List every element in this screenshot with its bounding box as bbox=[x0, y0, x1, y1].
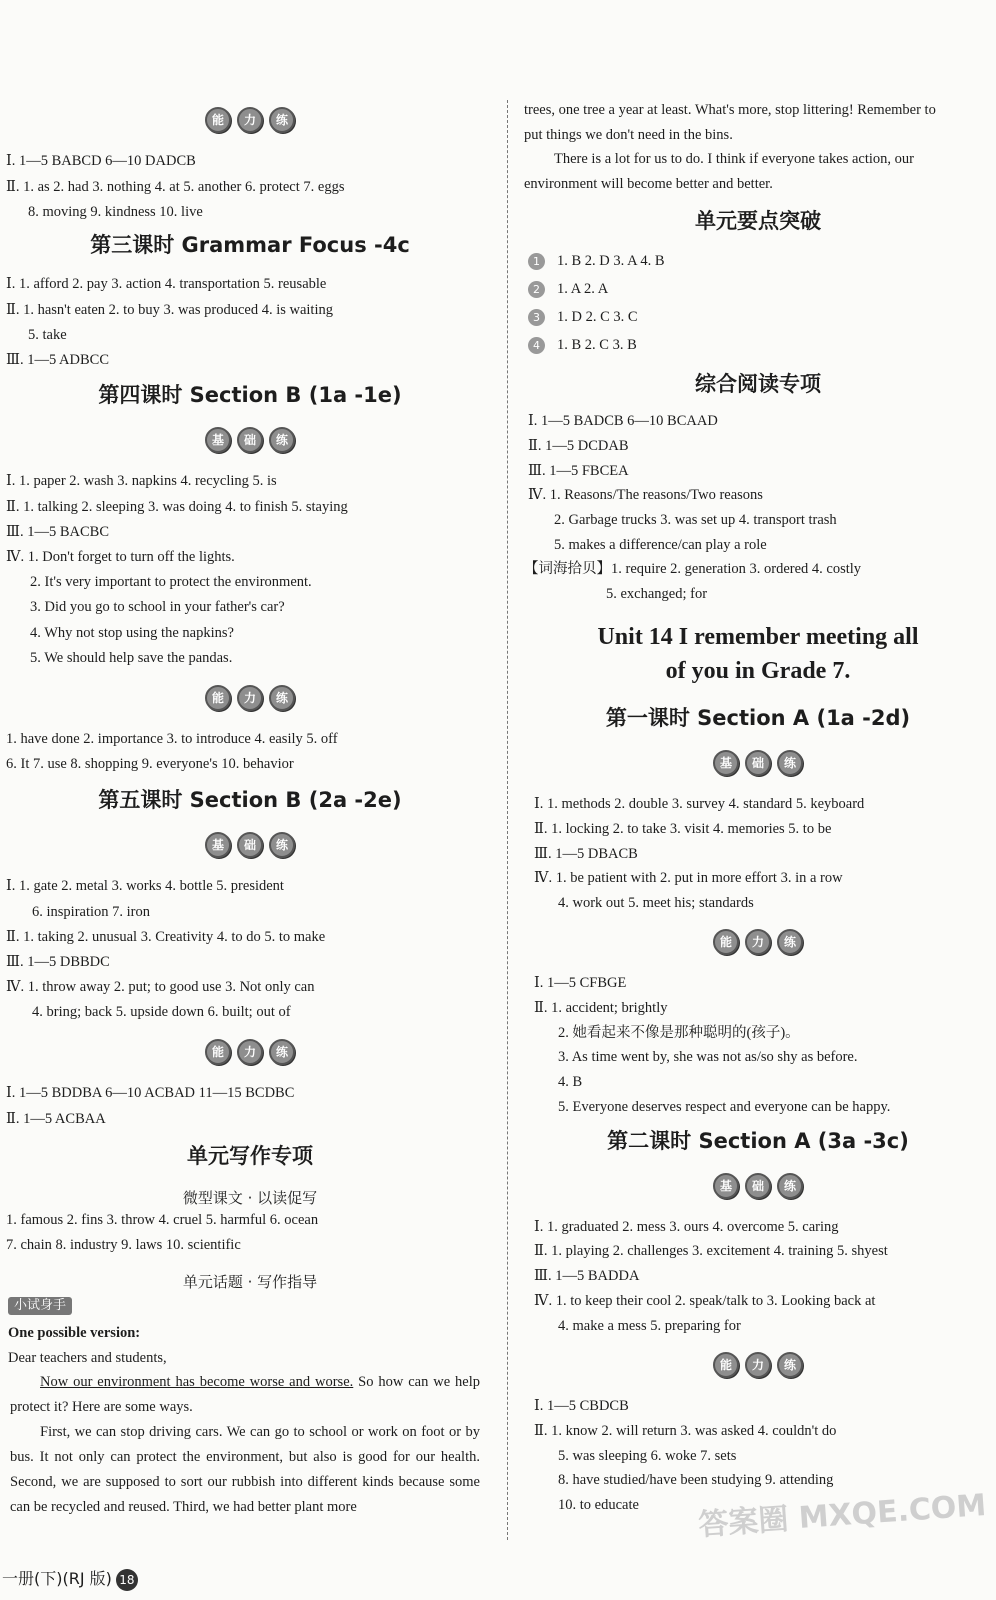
column-divider bbox=[507, 100, 508, 1540]
answer-line: Ⅱ. 1. as 2. had 3. nothing 4. at 5. another 6. protect 7. eggs bbox=[6, 179, 345, 195]
practice-tag: 小试身手 bbox=[8, 1297, 72, 1315]
essay-paragraph-2: First, we can stop driving cars. We can go to school or work on foot or by bus. It not only can protect the environment, but also is good for our health. Second, we are supposed to sort our rubbish into different kinds because some can be recycled and reused. Third, we had better plant more bbox=[10, 1424, 480, 1515]
version-label: One possible version: bbox=[8, 1325, 141, 1341]
section-heading: 单元要点突破 bbox=[695, 209, 821, 233]
answer-line: Ⅳ. 1. Reasons/The reasons/Two reasons bbox=[528, 487, 763, 503]
answer-line: Ⅳ. 1. Don't forget to turn off the lights. bbox=[6, 549, 235, 565]
letter-greeting: Dear teachers and students, bbox=[8, 1350, 167, 1366]
answer-line: 5. take bbox=[28, 327, 67, 343]
answer-line: 3. As time went by, she was not as/so shy as before. bbox=[558, 1049, 858, 1065]
essay-line: trees, one tree a year at least. What's more, stop littering! Remember to bbox=[524, 102, 936, 118]
answer-line: 10. to educate bbox=[558, 1497, 639, 1513]
ability-badge: 能 力 练 bbox=[520, 929, 996, 955]
key-point-line: 2 1. A 2. A bbox=[528, 279, 608, 299]
answer-line: 4. make a mess 5. preparing for bbox=[558, 1318, 741, 1334]
answer-line: Ⅰ. 1. afford 2. pay 3. action 4. transportation 5. reusable bbox=[6, 276, 327, 292]
answer-line: Ⅰ. 1. graduated 2. mess 3. ours 4. overcome 5. caring bbox=[534, 1219, 839, 1235]
subsection-heading: 单元话题 · 写作指导 bbox=[182, 1273, 318, 1291]
answer-line: 6. inspiration 7. iron bbox=[32, 904, 151, 920]
ability-badge: 能 力 练 bbox=[0, 107, 500, 133]
unit-title-line-2: of you in Grade 7. bbox=[665, 658, 851, 684]
answer-line: Ⅱ. 1. talking 2. sleeping 3. was doing 4. to finish 5. staying bbox=[6, 499, 348, 515]
answer-line: 2. 她看起来不像是那种聪明的(孩子)。 bbox=[558, 1025, 800, 1041]
answer-line: Ⅱ. 1. know 2. will return 3. was asked 4. couldn't do bbox=[534, 1423, 837, 1439]
answer-line: 1. have done 2. importance 3. to introduce 4. easily 5. off bbox=[6, 731, 338, 747]
answer-line: Ⅰ. 1. paper 2. wash 3. napkins 4. recycling 5. is bbox=[6, 473, 277, 489]
lesson-heading: 第四课时 Section B (1a -1e) bbox=[98, 383, 402, 407]
answer-line: 6. It 7. use 8. shopping 9. everyone's 10. behavior bbox=[6, 756, 294, 772]
answer-line: 2. Garbage trucks 3. was set up 4. transport trash bbox=[554, 512, 837, 528]
answer-line: 2. It's very important to protect the environment. bbox=[30, 574, 312, 590]
answer-line: Ⅳ. 1. be patient with 2. put in more effort 3. in a row bbox=[534, 870, 843, 886]
unit-title: Unit 14 I remember meeting all bbox=[597, 624, 919, 650]
answer-line: 4. B bbox=[558, 1074, 583, 1090]
basic-badge: 基 础 练 bbox=[0, 427, 500, 453]
answer-line: 8. have studied/have been studying 9. attending bbox=[558, 1472, 834, 1488]
answer-line: Ⅰ. 1—5 CBDCB bbox=[534, 1398, 629, 1414]
section-heading: 综合阅读专项 bbox=[695, 372, 821, 396]
lesson-heading: 第三课时 Grammar Focus -4c bbox=[90, 233, 410, 257]
answer-line: 5. exchanged; for bbox=[606, 586, 708, 602]
answer-line: Ⅱ. 1—5 ACBAA bbox=[6, 1111, 106, 1127]
answer-line: 8. moving 9. kindness 10. live bbox=[28, 204, 203, 220]
answer-line: Ⅱ. 1. hasn't eaten 2. to buy 3. was produced 4. is waiting bbox=[6, 302, 333, 318]
answer-line: Ⅲ. 1—5 DBACB bbox=[534, 846, 638, 862]
answer-line: Ⅲ. 1—5 DBBDC bbox=[6, 954, 110, 970]
answer-line: Ⅰ. 1. gate 2. metal 3. works 4. bottle 5. president bbox=[6, 878, 284, 894]
basic-badge: 基 础 练 bbox=[0, 832, 500, 858]
answer-line: 5. We should help save the pandas. bbox=[30, 650, 233, 666]
answer-line: 4. bring; back 5. upside down 6. built; out of bbox=[32, 1004, 291, 1020]
answer-line: 4. Why not stop using the napkins? bbox=[30, 625, 234, 641]
answer-line: Ⅰ. 1—5 BABCD 6—10 DADCB bbox=[6, 153, 196, 169]
answer-line: Ⅳ. 1. to keep their cool 2. speak/talk to 3. Looking back at bbox=[534, 1293, 876, 1309]
basic-badge: 基 础 练 bbox=[520, 750, 996, 776]
subsection-heading: 微型课文 · 以读促写 bbox=[182, 1189, 318, 1207]
ability-badge: 能 力 练 bbox=[0, 685, 500, 711]
answer-line: 4. work out 5. meet his; standards bbox=[558, 895, 754, 911]
watermark: 答案圈 MXQE.COM bbox=[697, 1487, 988, 1544]
answer-line: Ⅳ. 1. throw away 2. put; to good use 3. Not only can bbox=[6, 979, 315, 995]
key-point-line: 1 1. B 2. D 3. A 4. B bbox=[528, 251, 665, 271]
key-point-line: 4 1. B 2. C 3. B bbox=[528, 335, 637, 355]
answer-line: Ⅲ. 1—5 FBCEA bbox=[528, 463, 629, 479]
ability-badge: 能 力 练 bbox=[520, 1352, 996, 1378]
answer-line: Ⅱ. 1. accident; brightly bbox=[534, 1000, 668, 1016]
answer-line: Ⅱ. 1—5 DCDAB bbox=[528, 438, 629, 454]
essay-line: environment will become better and better. bbox=[524, 176, 773, 192]
answer-line: 5. was sleeping 6. woke 7. sets bbox=[558, 1448, 737, 1464]
answer-line: Ⅰ. 1—5 CFBGE bbox=[534, 975, 627, 991]
page-footer: 一册(下)(RJ 版) 18 bbox=[2, 1566, 138, 1591]
answer-line: 1. famous 2. fins 3. throw 4. cruel 5. harmful 6. ocean bbox=[6, 1212, 319, 1228]
page-number: 18 bbox=[116, 1569, 138, 1591]
answer-line: Ⅰ. 1—5 BDDBA 6—10 ACBAD 11—15 BCDBC bbox=[6, 1085, 295, 1101]
basic-badge: 基 础 练 bbox=[520, 1173, 996, 1199]
lesson-heading: 第二课时 Section A (3a -3c) bbox=[607, 1129, 909, 1153]
answer-line: Ⅱ. 1. taking 2. unusual 3. Creativity 4. to do 5. to make bbox=[6, 929, 326, 945]
answer-line: 5. makes a difference/can play a role bbox=[554, 537, 767, 553]
answer-line: 3. Did you go to school in your father's car? bbox=[30, 599, 285, 615]
essay-line: There is a lot for us to do. I think if everyone takes action, our bbox=[554, 151, 914, 167]
essay-paragraph-1: Now our environment has become worse and worse. So how can we help protect it? Here are some ways. bbox=[10, 1374, 480, 1415]
essay-line: put things we don't need in the bins. bbox=[524, 127, 733, 143]
answer-line: Ⅲ. 1—5 BADDA bbox=[534, 1268, 640, 1284]
underlined-topic-sentence: Now our environment has become worse and worse. bbox=[40, 1374, 354, 1390]
answer-line: Ⅰ. 1—5 BADCB 6—10 BCAAD bbox=[528, 413, 718, 429]
answer-line: 7. chain 8. industry 9. laws 10. scientific bbox=[6, 1237, 241, 1253]
answer-line: Ⅱ. 1. playing 2. challenges 3. excitement 4. training 5. shyest bbox=[534, 1243, 888, 1259]
answer-line: Ⅲ. 1—5 ADBCC bbox=[6, 352, 110, 368]
answer-line: 【词海拾贝】1. require 2. generation 3. ordered 4. costly bbox=[524, 561, 862, 577]
lesson-heading: 第一课时 Section A (1a -2d) bbox=[605, 706, 911, 730]
answer-line: Ⅰ. 1. methods 2. double 3. survey 4. standard 5. keyboard bbox=[534, 796, 865, 812]
answer-line: 5. Everyone deserves respect and everyone can be happy. bbox=[558, 1099, 891, 1115]
key-point-line: 3 1. D 2. C 3. C bbox=[528, 307, 638, 327]
ability-badge: 能 力 练 bbox=[0, 1039, 500, 1065]
answer-line: Ⅱ. 1. locking 2. to take 3. visit 4. memories 5. to be bbox=[534, 821, 832, 837]
lesson-heading: 第五课时 Section B (2a -2e) bbox=[98, 788, 402, 812]
answer-line: Ⅲ. 1—5 BACBC bbox=[6, 524, 110, 540]
section-heading: 单元写作专项 bbox=[187, 1144, 313, 1168]
